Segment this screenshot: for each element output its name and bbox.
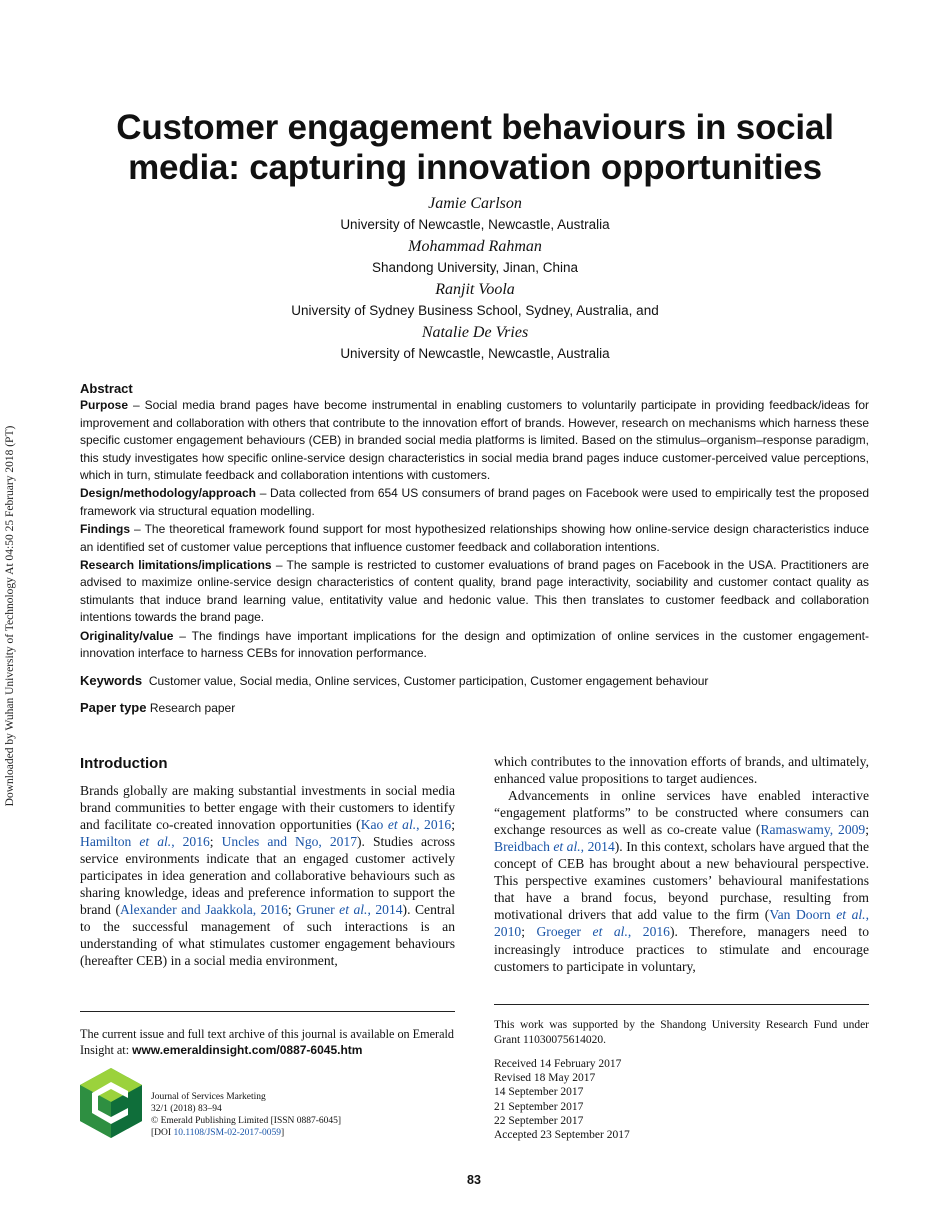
author-name: Natalie De Vries bbox=[421, 324, 529, 341]
paper-type-label: Paper type bbox=[80, 699, 147, 715]
citation-link[interactable]: Gruner et al., 2014 bbox=[296, 902, 403, 918]
article-title-line1: Customer engagement behaviours in social bbox=[116, 108, 834, 147]
citation-link[interactable]: Van Doorn et al., 2010 bbox=[494, 907, 869, 940]
section-heading-introduction: Introduction bbox=[80, 755, 168, 772]
date-line: Revised 18 May 2017 bbox=[494, 1072, 596, 1085]
journal-volume: 32/1 (2018) 83–94 bbox=[151, 1104, 222, 1115]
archive-note bbox=[80, 1026, 460, 1058]
abstract-purpose: Purpose – Social media brand pages have become instrumental in enabling customers to voluntarily participate in providing feedback/ideas for improvement and collaboration with others that contribute to the innovation effort of brands. However, research on mechanisms which harness these specific customer engagement behaviours (CEB) in branded social media platforms is limited. Based on the stimulus–organism–response paradigm, this study investigates how specific online-service design characteristics in social media brand pages induce customer-perceived value perceptions, which in turn, stimulate feedback and collaboration intentions with customers. bbox=[80, 398, 869, 483]
abstract-label: Design/methodology/approach bbox=[80, 486, 257, 501]
footnote-divider-right bbox=[494, 1004, 869, 1005]
journal-info bbox=[151, 1091, 341, 1139]
intro-paragraph-1: Brands globally are making substantial investments in social media brand communities to better engage with their customers to identify and facilitate co-created innovation opportunities (Kao et al., 2016; Hamilton et al., 2016; Uncles and Ngo, 2017). Studies across service environments indicate that an engaged customer actively participates in idea generation and collaborative behaviours such as sharing knowledge, ideas and preference information to support the brand (Alexander and Jaakkola, 2016; Gruner et al., 2014). Central to the successful management of such interactions is an understanding of what stimulates customer engagement behaviours (hereafter CEB) in a social media environment, bbox=[80, 783, 456, 969]
archive-note-text: The current issue and full text archive of this journal is available on Emerald Insight at: bbox=[80, 1027, 454, 1057]
journal-publisher: © Emerald Publishing Limited [ISSN 0887-6045] bbox=[151, 1116, 342, 1127]
date-line: Received 14 February 2017 bbox=[494, 1058, 622, 1070]
paper-type-value: Research paper bbox=[149, 700, 236, 715]
journal-name: Journal of Services Marketing bbox=[151, 1092, 266, 1102]
author-list bbox=[80, 193, 870, 365]
download-watermark bbox=[2, 406, 18, 826]
article-title-line2: media: capturing innovation opportunities bbox=[128, 148, 822, 187]
citation-link[interactable]: Alexander and Jaakkola, 2016 bbox=[119, 902, 288, 918]
abstract-design: Design/methodology/approach – Data collected from 654 US consumers of brand pages on Facebook were used to empirically test the proposed framework via structural equation modelling. bbox=[80, 486, 869, 518]
left-column bbox=[80, 754, 455, 970]
citation-link[interactable]: Groeger et al., 2016 bbox=[536, 924, 670, 940]
author-affiliation: Shandong University, Jinan, China bbox=[371, 260, 579, 275]
intro-paragraph-continued: which contributes to the innovation efforts of brands, and ultimately, enhanced value propositions to target audiences. bbox=[494, 754, 869, 787]
date-line: 22 September 2017 bbox=[494, 1114, 584, 1127]
abstract-originality: Originality/value – The findings have important implications for the design and optimization of online services in the customer engagement-innovation interface to harness CEBs for innovation performance. bbox=[80, 628, 869, 661]
right-column bbox=[494, 753, 869, 975]
emerald-publishing-logo bbox=[80, 1068, 142, 1138]
author-name: Jamie Carlson bbox=[428, 195, 522, 212]
paper-type-line bbox=[80, 699, 869, 717]
keywords-value: Customer value, Social media, Online services, Customer participation, Customer engagement behaviour bbox=[148, 673, 709, 688]
author-affiliation: University of Sydney Business School, Sydney, Australia, and bbox=[291, 303, 659, 318]
citation-link[interactable]: Hamilton et al., 2016 bbox=[80, 834, 210, 850]
author-name: Ranjit Voola bbox=[435, 281, 515, 298]
citation-link[interactable]: Ramaswamy, 2009 bbox=[760, 822, 866, 838]
footnote-divider-left bbox=[80, 1011, 455, 1012]
citation-link[interactable]: Breidbach et al., 2014 bbox=[494, 839, 615, 855]
abstract-label: Research limitations/implications bbox=[80, 558, 272, 573]
emerald-logo-icon bbox=[80, 1068, 142, 1138]
citation-link[interactable]: Uncles and Ngo, 2017 bbox=[221, 834, 358, 850]
journal-doi: [DOI 10.1108/JSM-02-2017-0059] bbox=[151, 1128, 285, 1139]
abstract-label: Originality/value bbox=[80, 628, 174, 643]
abstract-findings: Findings – The theoretical framework found support for most hypothesized relationships showing how online-service design characteristics induce an identified set of customer value perceptions that influence customer feedback and collaboration intentions. bbox=[80, 522, 869, 554]
abstract-limitations: Research limitations/implications – The sample is restricted to customer evaluations of brand pages on Facebook in the USA. Practitioners are advised to maximize online-service design characteristics of content quality, brand page interactivity, sociability and customer contact quality as stimulants that induce brand learning value, entitativity value and hedonic value. This then translates to customer feedback and collaboration intentions towards the brand page. bbox=[80, 558, 869, 625]
keywords-label: Keywords bbox=[80, 672, 143, 688]
author-name: Mohammad Rahman bbox=[408, 238, 542, 255]
page-number: 83 bbox=[467, 1173, 481, 1187]
keywords-line bbox=[80, 672, 869, 690]
archive-url-link[interactable]: www.emeraldinsight.com/0887-6045.htm bbox=[132, 1043, 363, 1057]
submission-dates bbox=[494, 1057, 630, 1142]
author-affiliation: University of Newcastle, Newcastle, Australia bbox=[340, 217, 610, 232]
abstract-label: Purpose bbox=[80, 398, 129, 413]
abstract bbox=[80, 380, 869, 718]
date-line: 21 September 2017 bbox=[494, 1100, 584, 1113]
author-affiliation: University of Newcastle, Newcastle, Australia bbox=[340, 346, 610, 361]
abstract-heading: Abstract bbox=[80, 381, 133, 396]
doi-link[interactable]: 10.1108/JSM-02-2017-0059 bbox=[173, 1128, 282, 1139]
funding-note: This work was supported by the Shandong University Research Fund under Grant 11030075614020. bbox=[494, 1019, 869, 1046]
intro-paragraph-2: Advancements in online services have enabled interactive “engagement platforms” to be constructed where consumers can exchange resources as well as co-create value (Ramaswamy, 2009; Breidbach et al., 2014). In this context, scholars have argued that the concept of CEB has brought about a new behavioural perspective. This perspective examines customers’ behavioural manifestations that have a brand focus, beyond purchase, resulting from motivational drivers that add value to the firm (Van Doorn et al., 2010; Groeger et al., 2016). Therefore, managers need to increasingly introduce practices to stimulate and encourage customers to participate in voluntary, bbox=[494, 788, 870, 974]
abstract-label: Findings bbox=[80, 522, 130, 537]
date-line: Accepted 23 September 2017 bbox=[494, 1129, 630, 1142]
date-line: 14 September 2017 bbox=[494, 1086, 584, 1099]
article-title bbox=[80, 108, 870, 188]
citation-link[interactable]: Kao et al., 2016 bbox=[360, 817, 452, 833]
download-watermark-text: Downloaded by Wuhan University of Technology At 04:50 25 February 2018 (PT) bbox=[4, 425, 16, 807]
